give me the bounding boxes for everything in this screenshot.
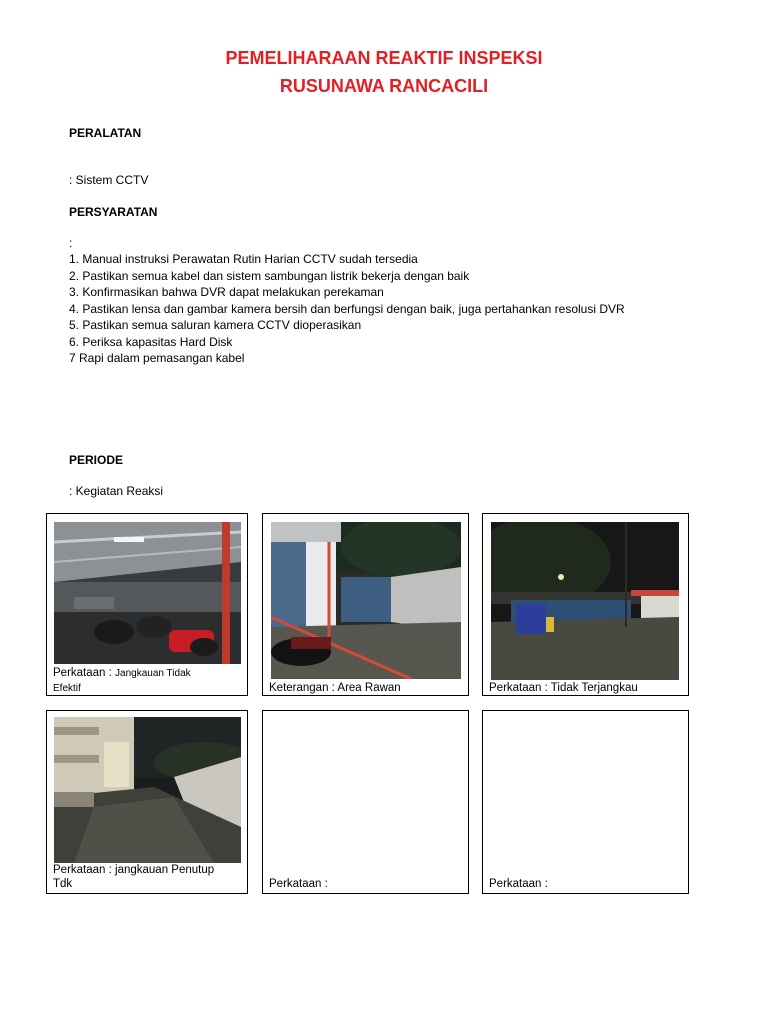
caption-prefix: Perkataan : [53, 667, 116, 679]
list-item: 5. Pastikan semua saluran kamera CCTV dioperasikan [69, 318, 362, 332]
photo-box-6 [482, 710, 689, 894]
list-item: 4. Pastikan lensa dan gambar kamera bersih dan berfungsi dengan baik, juga pertahankan resolusi DVR [69, 301, 625, 316]
caption-prefix: Perkataan : Tidak Terjangkau [489, 682, 638, 694]
caption-prefix: Perkataan : [489, 878, 548, 890]
caption-line2: Efektif [53, 683, 81, 694]
peralatan-value: : Sistem CCTV [69, 173, 149, 187]
building-path-photo-image [54, 717, 241, 863]
persyaratan-label: PERSYARATAN [69, 205, 158, 219]
persyaratan-list [69, 251, 625, 367]
list-item: 6. Periksa kapasitas Hard Disk [69, 334, 233, 349]
persyaratan-colon: : [69, 236, 73, 250]
photo-box-2 [262, 513, 469, 696]
photo-caption-4 [53, 863, 214, 891]
photo-caption-1 [53, 666, 191, 696]
photo-caption-3 [489, 681, 638, 695]
building-path-photo [54, 717, 241, 863]
periode-value: : Kegiatan Reaksi [69, 484, 164, 498]
photo-caption-5 [269, 877, 328, 891]
photo-box-4 [46, 710, 248, 894]
document-title-line1: PEMELIHARAAN REAKTIF INSPEKSI [225, 48, 543, 68]
photo-box-5 [262, 710, 469, 894]
caption-prefix: Keterangan : Area Rawan [269, 682, 401, 694]
caption-prefix: Perkataan : jangkauan Penutup [53, 864, 215, 876]
periode-label: PERIODE [69, 453, 124, 467]
wall-photo [271, 522, 461, 679]
parking-photo-image [54, 522, 241, 664]
wall-photo-image [271, 522, 461, 679]
peralatan-label: PERALATAN [69, 126, 142, 140]
photo-caption-2 [269, 681, 401, 695]
list-item: 3. Konfirmasikan bahwa DVR dapat melakukan perekaman [69, 285, 384, 299]
photo-caption-6 [489, 877, 548, 891]
caption-line2: Tdk [53, 878, 73, 890]
document-title-line2: RUSUNAWA RANCACILI [279, 76, 489, 96]
photo-box-1 [46, 513, 248, 696]
photo-box-3 [482, 513, 689, 696]
list-item: 1. Manual instruksi Perawatan Rutin Harian CCTV sudah tersedia [69, 252, 418, 266]
night-yard-photo-image [491, 522, 679, 680]
list-item: 7 Rapi dalam pemasangan kabel [69, 351, 245, 365]
night-yard-photo [491, 522, 679, 680]
caption-detail: Jangkauan Tidak [115, 668, 191, 679]
list-item: 2. Pastikan semua kabel dan sistem sambungan listrik bekerja dengan baik [69, 268, 470, 283]
caption-prefix: Perkataan : [269, 878, 328, 890]
parking-photo [54, 522, 241, 664]
